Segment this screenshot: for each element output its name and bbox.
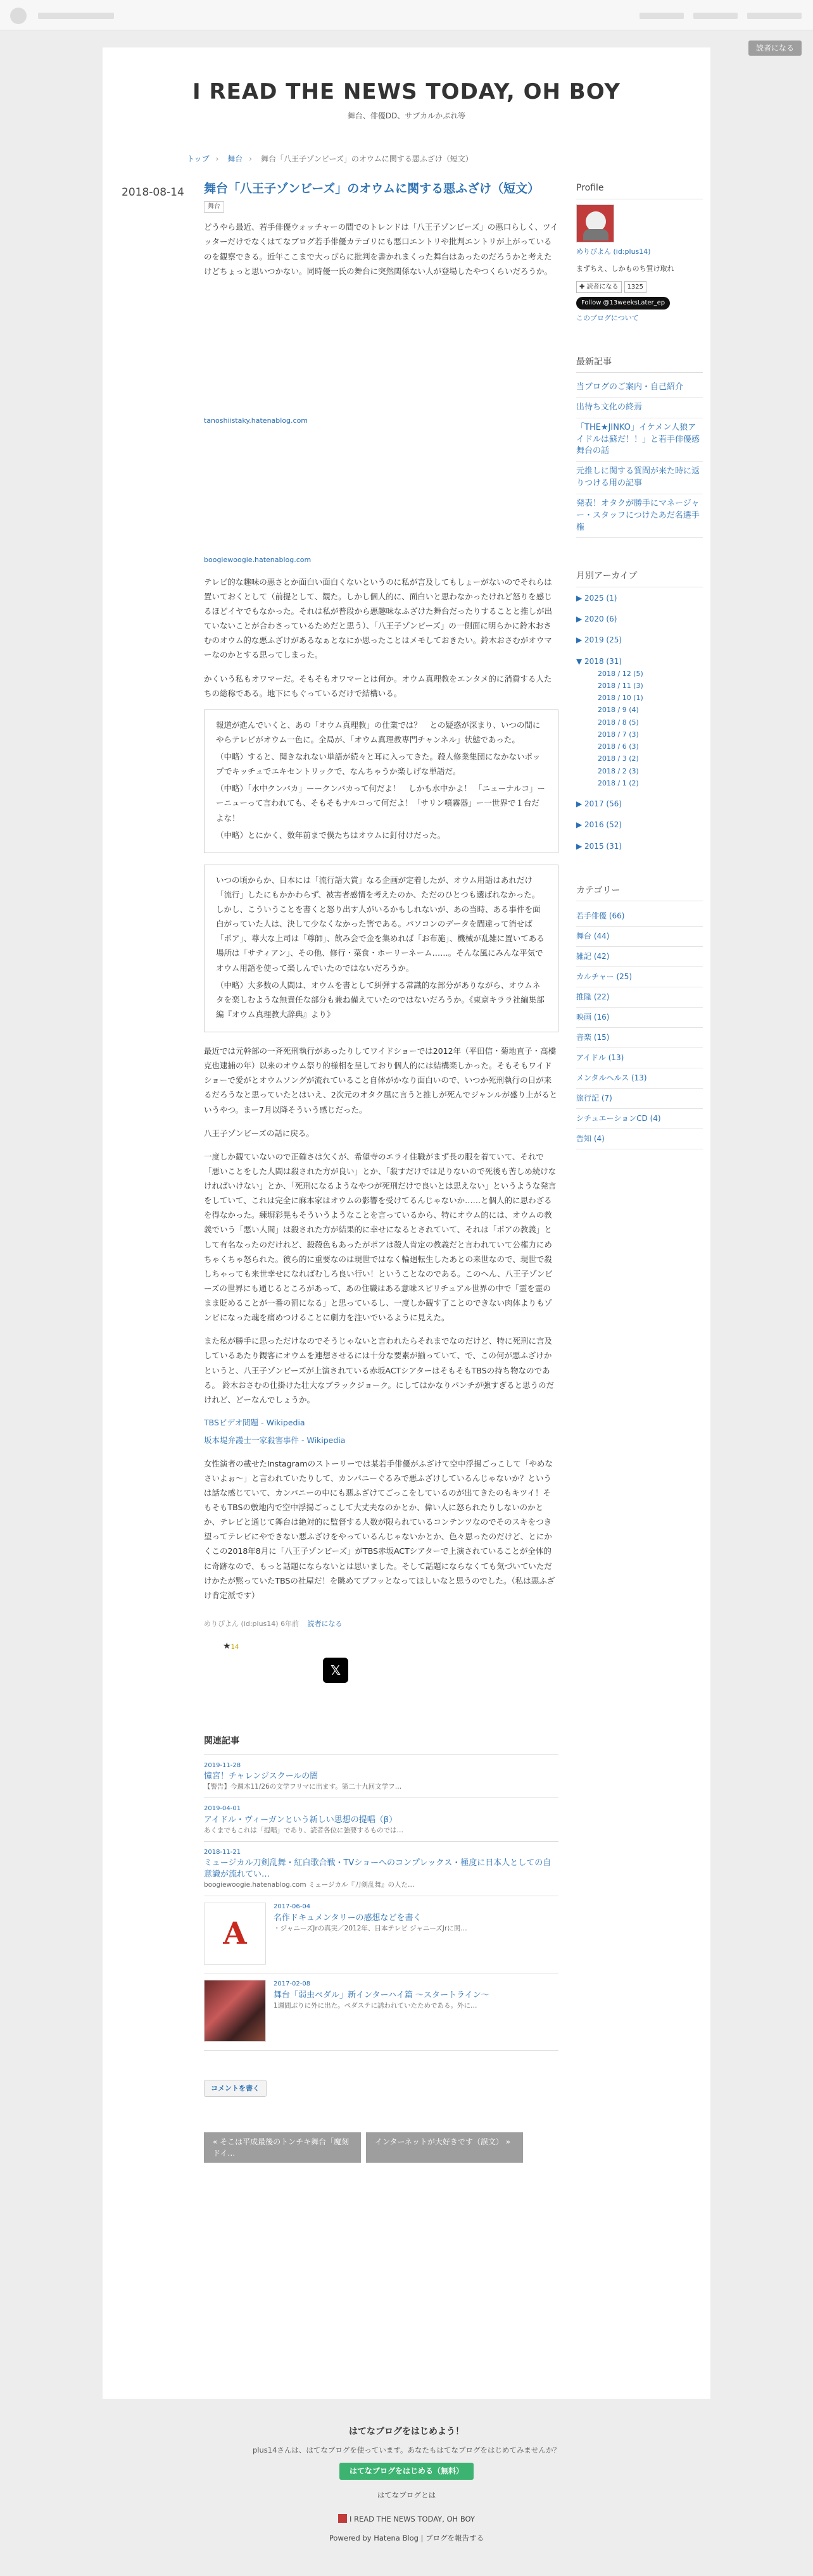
- prev-entry-button[interactable]: « そこは平成最後のトンチキ舞台「魔刻ドイ…: [204, 2132, 361, 2163]
- related-excerpt: 【警告】今週木11/26の文学フリマに出ます。第二十九回文学フ…: [204, 1783, 402, 1791]
- archive-month[interactable]: 2018 / 8 (5): [598, 718, 639, 727]
- archive-year[interactable]: ▶ 2020 (6): [576, 615, 617, 624]
- archive-heading: 月別アーカイブ: [576, 568, 703, 587]
- powered-by[interactable]: Powered by Hatena Blog | ブログを報告する: [329, 2533, 484, 2542]
- related-excerpt: あくまでもこれは「提唱」であり、読者各位に強要するものでは…: [204, 1826, 403, 1834]
- category-link[interactable]: 推隆 (22): [576, 987, 703, 1008]
- quote-line: （中略）すると、聞きなれない単語が続々と耳に入ってきた。殺人修業集団になかないポップでキッチュでエキセントリックで、なんちゃうか楽しげな単語だ。: [216, 752, 541, 777]
- next-entry-button[interactable]: インターネットが大好きです（誤文） »: [366, 2132, 523, 2163]
- archive-year[interactable]: ▶ 2025 (1): [576, 593, 617, 603]
- related-date: 2017-06-04: [274, 1903, 311, 1911]
- archive-year[interactable]: ▶ 2017 (56): [576, 799, 622, 809]
- category-link[interactable]: シチュエーションCD (4): [576, 1109, 703, 1129]
- archive-month[interactable]: 2018 / 11 (3): [598, 681, 643, 690]
- embed-card[interactable]: [204, 287, 558, 427]
- entry-paragraph: どうやら最近、若手俳優ウォッチャーの間でのトレンドは「八王子ゾンビーズ」の悪口らしく、ツイッターだけでなくはてなブログ若手俳優カテゴリにも悪口エントリや批判エントリが上がっているのを観察できる。近年ここまで大っぴらに批判を書かれまくった舞台はあったのだろうかと考えたけどちょっと思いつかない。同時優一氏の舞台に突然関係ない人が登場したやつくらいだろうか。: [204, 222, 558, 276]
- reference-link[interactable]: 坂本堤弁護士一家殺害事件 - Wikipedia: [204, 1435, 346, 1445]
- archive-month[interactable]: 2018 / 3 (2): [598, 754, 639, 763]
- related-heading: 関連記事: [204, 1734, 558, 1755]
- recent-entries: [576, 378, 703, 538]
- recent-entry-link[interactable]: 当ブログのご案内・自己紹介: [576, 378, 703, 398]
- reference-links: [204, 1416, 558, 1447]
- hatena-footer: [0, 2424, 813, 2544]
- archive-year[interactable]: ▶ 2016 (52): [576, 820, 622, 830]
- related-title[interactable]: ミュージカル刀剣乱舞・紅白歌合戦・TVショーへのコンプレックス・極度に日本人としての自意識が流れてい…: [204, 1858, 551, 1880]
- topbar-placeholder[interactable]: [747, 13, 802, 19]
- entry-paragraph: 八王子ゾンビーズの話に戻る。: [204, 1128, 314, 1138]
- about-hatena-link[interactable]: はてなブログとは: [377, 2490, 436, 2499]
- start-blog-button[interactable]: はてなブログをはじめる（無料）: [339, 2463, 474, 2480]
- related-item[interactable]: [204, 1798, 558, 1841]
- share-row: [204, 1639, 558, 1683]
- recent-entry-link[interactable]: 出待ち文化の終焉: [576, 398, 703, 418]
- thumbnail-image[interactable]: A: [204, 1903, 266, 1965]
- related-item[interactable]: [204, 1973, 558, 2051]
- related-excerpt: 1週間ぶりに外に出た。ペダステに誘われていたためである。外に…: [274, 2001, 477, 2010]
- pager: [204, 2132, 558, 2164]
- quote-line: （中略）とにかく、数年前まで僕たちはオウムに釘付けだった。: [216, 830, 446, 840]
- archive-month[interactable]: 2018 / 9 (4): [598, 706, 639, 715]
- related-date: 2019-11-28: [204, 1761, 241, 1769]
- related-item[interactable]: [204, 1755, 558, 1798]
- entry-paragraph: テレビ的な趣味の悪さとか面白い面白くないというのに私が言及してもしょーがないのでそれらは置いておくとして（前提として、観た。しかし個人的に、面白いと思わなかったけれど怒りを感じるほどイヤでもなかった。それは私が普段から悪趣味なふざけた舞台だったりすることと推しが出ていないことが合わさっているためだと思う）、「八王子ゾンビーズ」の一側面に明らかに鈴木おさむのオウム的な悪ふざけがあるなぁとなにか思ったことはメモしておきたい。鈴木おさむがオウマーなのかとする思ってしまった。: [204, 577, 553, 660]
- category-link[interactable]: 若手俳優 (66): [576, 906, 703, 927]
- archive-month[interactable]: 2018 / 1 (2): [598, 778, 639, 787]
- entry-paragraph: かくいう私もオワマーだ。そもそもオワマーとは何か。オウム真理教をエンタメ的に消費する人たちの総称である。地下にもぐっているだけで結構いる。: [204, 673, 552, 698]
- category-link[interactable]: 雑記 (42): [576, 947, 703, 967]
- entry-paragraph: 一度しか観ていないので正確さは欠くが、希望寺のエライ住職がまず長の服を着ていて、それで「悪いことをした人間は殺された方が良い」とか、「殺すだけでは足りないので死後も苦しめ続けなければいけない」とか、「死刑になるようなやつが死刑だけで良いとは思えない」というような発言をしていて、これは完全に麻本家はオウムの影響を受けてるんじゃないか……と個人的に思わざるを得なかった。練塀彩晃もそういうようなことを言っているから、特にオウム的には、オウムの教義でいう「悪い人間」は殺された方が結果的に幸せになるとされていて、それは「ポアの教義」として有名なったのだけれど、殺殺色もあったがポアは殺人肯定の教義だと言われていて公権力にめちゃくちゃ怒られた。彼ら的に重要なのは現世ではなく輪廻転生したあとの来世なので、現世で殺しちゃっても来世幸せになればむしろ良い行い！ということなのである。このへん、八王子ゾンビーズの世界にも通じるところがあって、あの住職はある意味スピリチュアル世界の中で「霊を霊のまま貶めることが一番の罰になる」と思っているし、一度しか観す了ことのできない肉体よりもゾンビになった魂を痛めつけることに劇力を注いでいるように見えた。: [204, 1151, 557, 1323]
- reader-count: 1325: [624, 281, 646, 294]
- entry-author[interactable]: めりぴよん (id:plus14): [204, 1619, 279, 1628]
- category-link[interactable]: 旅行記 (7): [576, 1089, 703, 1109]
- archive-month[interactable]: 2018 / 7 (3): [598, 730, 639, 739]
- related-title[interactable]: 名作ドキュメンタリーの感想などを書く: [274, 1913, 422, 1923]
- star-icon[interactable]: ★14: [223, 1641, 239, 1652]
- comment-button[interactable]: コメントを書く: [204, 2080, 267, 2097]
- quote-line: （中略）大多数の人間は、オウムを書として糾弾する常識的な部分がありながら、オウムネタを楽しむような無責任な部分も兼ね備えていたのではないだろうか。《東京キララ社編集部編『オウム真理教大辞典』より》: [216, 980, 545, 1019]
- categories-heading: カテゴリー: [576, 883, 703, 902]
- footer-sub: plus14さんは、はてなブログを使っています。あなたもはてなブログをはじめてみませんか？: [253, 2445, 560, 2454]
- related-title[interactable]: 舞台「弱虫ペダル」新インターハイ篇 ～スタートライン～: [274, 1990, 489, 2000]
- category-link[interactable]: 映画 (16): [576, 1008, 703, 1028]
- related-item[interactable]: [204, 1896, 558, 1973]
- topbar-placeholder[interactable]: [693, 13, 738, 19]
- related-title[interactable]: アイドル・ヴィーガンという新しい思想の提唱（β）: [204, 1815, 398, 1825]
- entry-date[interactable]: 2018-08-14: [122, 186, 184, 199]
- blog-title[interactable]: I READ THE NEWS TODAY, OH BOY: [192, 79, 621, 104]
- embed-url[interactable]: tanoshiistaky.hatenablog.com: [204, 416, 308, 425]
- entry-paragraph: 女性演者の載せたInstagramのストーリーでは某若手俳優がふざけて空中浮揚ごっこして「やめなさいよぉ〜」と言われていたりして、カンパニーぐるみで悪ふざけしているんじゃないか？というは話な感じていて、カンパニーの中にも悪ふざけてごっこをしているのが出てきたのもキツイ！そもそもTBSの敷地内で空中浮揚ごっこして大丈夫なのかとか、偉い人に怒られたりしないのかとか、テレビと通じて舞台は絶対的に監督する人数が限られているコンテンツなのでそのスキをつき望ってテレビにやできない悪ふざけをやっているんじゃないかとか、色々思ったのだけど、とにかくこの2018年8月に「八王子ゾンビーズ」がTBS赤坂ACTシアターで上演されていることが全体的に奇跡なので、もっと話題にならないとは思いました。そして話題にならなくても気づいていただけかたが黙っていたTBSの社屋だ！を眺めてブフッとなってほしいなと思うのでした。（私は悪ふざけ肯定派です）: [204, 1458, 555, 1600]
- recent-entry-link[interactable]: 発表！オタクが勝手にマネージャー・スタッフにつけたあだ名選手権: [576, 494, 703, 539]
- archive-list: [576, 592, 703, 853]
- about-blog-link[interactable]: このブログについて: [576, 313, 639, 322]
- reader-count-row: [576, 281, 703, 294]
- quote-line: 報道が進んでいくと、あの「オウム真理教」の仕業では？ との疑惑が深まり、いつの間にやらテレビがオウム一色に。全局が、「オウム真理教専門チャンネル」状態であった。: [216, 720, 541, 744]
- archive-year[interactable]: ▼ 2018 (31): [576, 656, 622, 666]
- hatena-topbar: [0, 0, 813, 30]
- blockquote: [204, 710, 558, 853]
- category-link[interactable]: メンタルヘルス (13): [576, 1068, 703, 1089]
- related-excerpt: ・ジャニーズJrの真実／2012年、日本テレビ ジャニーズJrに関…: [274, 1924, 467, 1932]
- related-item[interactable]: [204, 1842, 558, 1897]
- related-excerpt: boogiewoogie.hatenablog.com ミュージカル『刀剣乱舞』の人た…: [204, 1881, 415, 1889]
- profile-heading: Profile: [576, 180, 703, 199]
- related-date: 2017-02-08: [274, 1980, 311, 1988]
- category-link[interactable]: カルチャー (25): [576, 967, 703, 987]
- topbar-placeholder: [38, 13, 114, 19]
- x-follow-button[interactable]: Follow @13weeksLater_ep: [576, 297, 670, 309]
- entry-footer: [204, 1618, 558, 1630]
- category-list: [576, 906, 703, 1149]
- breadcrumb-category[interactable]: 舞台: [227, 154, 243, 163]
- quote-line: （中略）「水中クンバカ」ーークンバカって何だよ！ しかも水中かよ！ 「ニューナルコ」ーーニューって言われても、そもそもナルコって何だよ！「サリン噴霧器」ー一世界で１台だよな！: [216, 784, 545, 823]
- recent-entry-link[interactable]: 「THE★JINKO」イケメン人狼アイドルは蘇だ！！」と若手俳優感舞台の話: [576, 418, 703, 463]
- x-share-icon[interactable]: 𝕏: [323, 1658, 348, 1683]
- category-link[interactable]: 告知 (4): [576, 1129, 703, 1149]
- embed-card[interactable]: [204, 427, 558, 566]
- embed-url[interactable]: boogiewoogie.hatenablog.com: [204, 555, 312, 564]
- entry-paragraph: また私が勝手に思っただけなのでそうじゃないと言われたらそれまでなのだけど、特に死刑に言及しているあたり観客にオウムを連想させるには十分な要素が揃っていて、で、この何が悪ふざけかというと、八王子ゾンビーズが上演されている赤坂ACTシアターはそもそもTBSの持ち物なのである。 鈴木おさむの仕掛けた壮大なブラックジョーク。にしてはかなりパンチが強すぎると思うのだけれど、どーなんでしょうか。: [204, 1336, 554, 1404]
- category-link[interactable]: 舞台 (44): [576, 927, 703, 947]
- footer-heading: はてなブログをはじめよう！: [349, 2427, 464, 2437]
- avatar[interactable]: [576, 204, 614, 242]
- related-title[interactable]: 憧宮！チャレンジスクールの闇: [204, 1772, 318, 1782]
- blog-description: 舞台、俳優DD、サブカルかぶれ等: [347, 111, 466, 120]
- sidebar: [576, 180, 703, 1149]
- entry-main: [204, 180, 558, 2164]
- entry-paragraph: 最近では元幹部の一斉死刑執行があったりしてワイドショーでは2012年（平田信・菊地直子・高橋克也逮捕の年）以来のオウム祭り的様相を呈しており個人的には結構楽しかった。そもそもワイドショーで愛がとオウムソングが流れていること自体がかなり面白いので、いつか死刑執行の日が来るだろうなと思っていたとはいえ、2次元のオタク風に言うと推しが死んでジャンルが盛り上がるというやつ。まー7月以降そういう感じだった。: [204, 1046, 558, 1115]
- topbar-placeholder[interactable]: [640, 13, 684, 19]
- blockquote: [204, 865, 558, 1032]
- category-link[interactable]: アイドル (13): [576, 1048, 703, 1068]
- category-link[interactable]: 音楽 (15): [576, 1028, 703, 1048]
- profile-author[interactable]: めりぴよん (id:plus14): [576, 247, 651, 256]
- breadcrumb-top[interactable]: トップ: [187, 154, 210, 163]
- related-date: 2018-11-21: [204, 1848, 241, 1856]
- sidebar-reader-button[interactable]: ✚ 読者になる: [576, 281, 622, 294]
- blog-icon: [338, 2514, 347, 2523]
- thumbnail-image[interactable]: [204, 1980, 266, 2042]
- reference-link[interactable]: TBSビデオ問題 - Wikipedia: [204, 1417, 305, 1427]
- footer-brand[interactable]: I READ THE NEWS TODAY, OH BOY: [0, 2513, 813, 2525]
- entry-category[interactable]: 舞台: [204, 201, 224, 213]
- quote-line: いつの頃からか、日本には「流行語大賞」なる企画が定着したが、オウム用語はあれだけ「流行」したにもかかわらず、被害者感情を考えたのか、ただのひとつも選ばれなかった。しかし、こういうことを書くと怒り出す人がいるかもしれないが、あの当時、ある事件を面白がっていた人は、決して少なくなかった筈である。パソコンのデータを間違って消せば「ポア」、尊大な上司は「尊師」、飲み会で金を集めれば「お布施」、機械が乱雑に置いてある場所は「サティアン」、その他、修行・菜食・ホーリーネーム……。そんな風にみんな平気でオウム用語を使って楽しんでいたのではないだろうか。: [216, 875, 545, 973]
- breadcrumb: トップ › 舞台 › 舞台「八王子ゾンビーズ」のオウムに関する悪ふざけ（短文）: [187, 154, 473, 163]
- reader-button[interactable]: 読者になる: [748, 41, 802, 56]
- profile-bio: まずちえ、しかものち質け取れ: [576, 265, 674, 273]
- archive-year[interactable]: ▶ 2015 (31): [576, 841, 622, 851]
- footer-reader-button[interactable]: 読者になる: [307, 1619, 343, 1628]
- hatena-logo-icon[interactable]: [10, 8, 27, 24]
- archive-month[interactable]: 2018 / 10 (1): [598, 694, 643, 703]
- archive-year[interactable]: ▶ 2019 (25): [576, 635, 622, 645]
- entry-title[interactable]: 舞台「八王子ゾンビーズ」のオウムに関する悪ふざけ（短文）: [204, 182, 540, 196]
- related-date: 2019-04-01: [204, 1805, 241, 1813]
- archive-month[interactable]: 2018 / 12 (5): [598, 669, 643, 678]
- blog-container: [103, 47, 710, 2399]
- archive-month[interactable]: 2018 / 2 (3): [598, 766, 639, 775]
- recent-heading: 最新記事: [576, 354, 703, 373]
- breadcrumb-current: 舞台「八王子ゾンビーズ」のオウムに関する悪ふざけ（短文）: [260, 154, 473, 163]
- recent-entry-link[interactable]: 元推しに関する質問が来た時に返りつける用の記事: [576, 462, 703, 494]
- entry-time[interactable]: 6年前: [280, 1619, 299, 1628]
- archive-month[interactable]: 2018 / 6 (3): [598, 742, 639, 751]
